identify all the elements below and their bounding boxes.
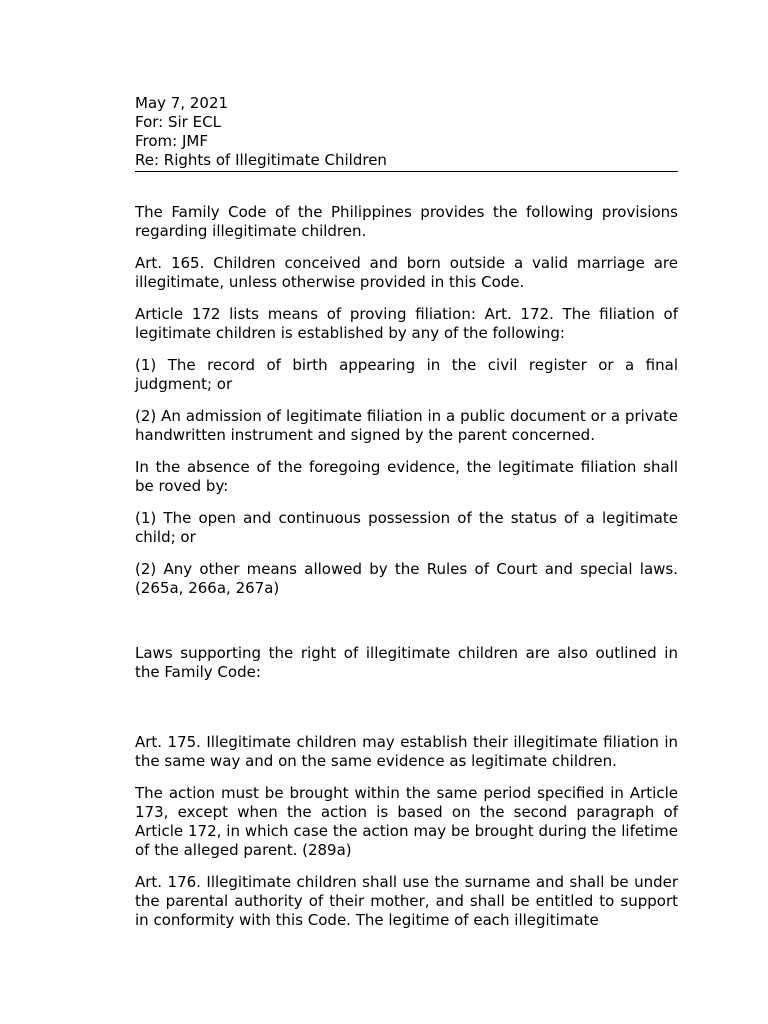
- memo-for: For: Sir ECL: [135, 113, 221, 131]
- paragraph-art-175: Art. 175. Illegitimate children may establish their illegitimate filiation in the same way and on the same evidence as legitimate children.: [135, 733, 678, 770]
- memo-subject: Re: Rights of Illegitimate Children: [135, 151, 387, 169]
- memo-body: [135, 203, 678, 930]
- paragraph-art-165: Art. 165. Children conceived and born outside a valid marriage are illegitimate, unless otherwise provided in this Code.: [135, 254, 678, 291]
- paragraph-172-item-2: (2) An admission of legitimate filiation in a public document or a private handwritten instrument and signed by the parent concerned.: [135, 407, 678, 444]
- memo-header: [135, 94, 678, 172]
- paragraph-intro: The Family Code of the Philippines provides the following provisions regarding illegitimate children.: [135, 203, 678, 240]
- paragraph-172-item-1: (1) The record of birth appearing in the civil register or a final judgment; or: [135, 356, 678, 393]
- paragraph-absence-item-2: (2) Any other means allowed by the Rules of Court and special laws. (265a, 266a, 267a): [135, 560, 678, 597]
- paragraph-absence-evidence: In the absence of the foregoing evidence, the legitimate filiation shall be roved by:: [135, 458, 678, 495]
- paragraph-action-period: The action must be brought within the same period specified in Article 173, except when the action is based on the second paragraph of Article 172, in which case the action may be brought during the lifetime of the alleged parent. (289a): [135, 784, 678, 859]
- memo-date: May 7, 2021: [135, 94, 229, 112]
- paragraph-art-176: Art. 176. Illegitimate children shall use the surname and shall be under the parental authority of their mother, and shall be entitled to support in conformity with this Code. The legitime of each illegitimate: [135, 873, 678, 929]
- paragraph-absence-item-1: (1) The open and continuous possession of the status of a legitimate child; or: [135, 509, 678, 546]
- paragraph-laws-supporting: Laws supporting the right of illegitimate children are also outlined in the Family Code:: [135, 644, 678, 681]
- paragraph-art-172: Article 172 lists means of proving filiation: Art. 172. The filiation of legitimate children is established by any of the following:: [135, 305, 678, 342]
- memo-from: From: JMF: [135, 132, 208, 150]
